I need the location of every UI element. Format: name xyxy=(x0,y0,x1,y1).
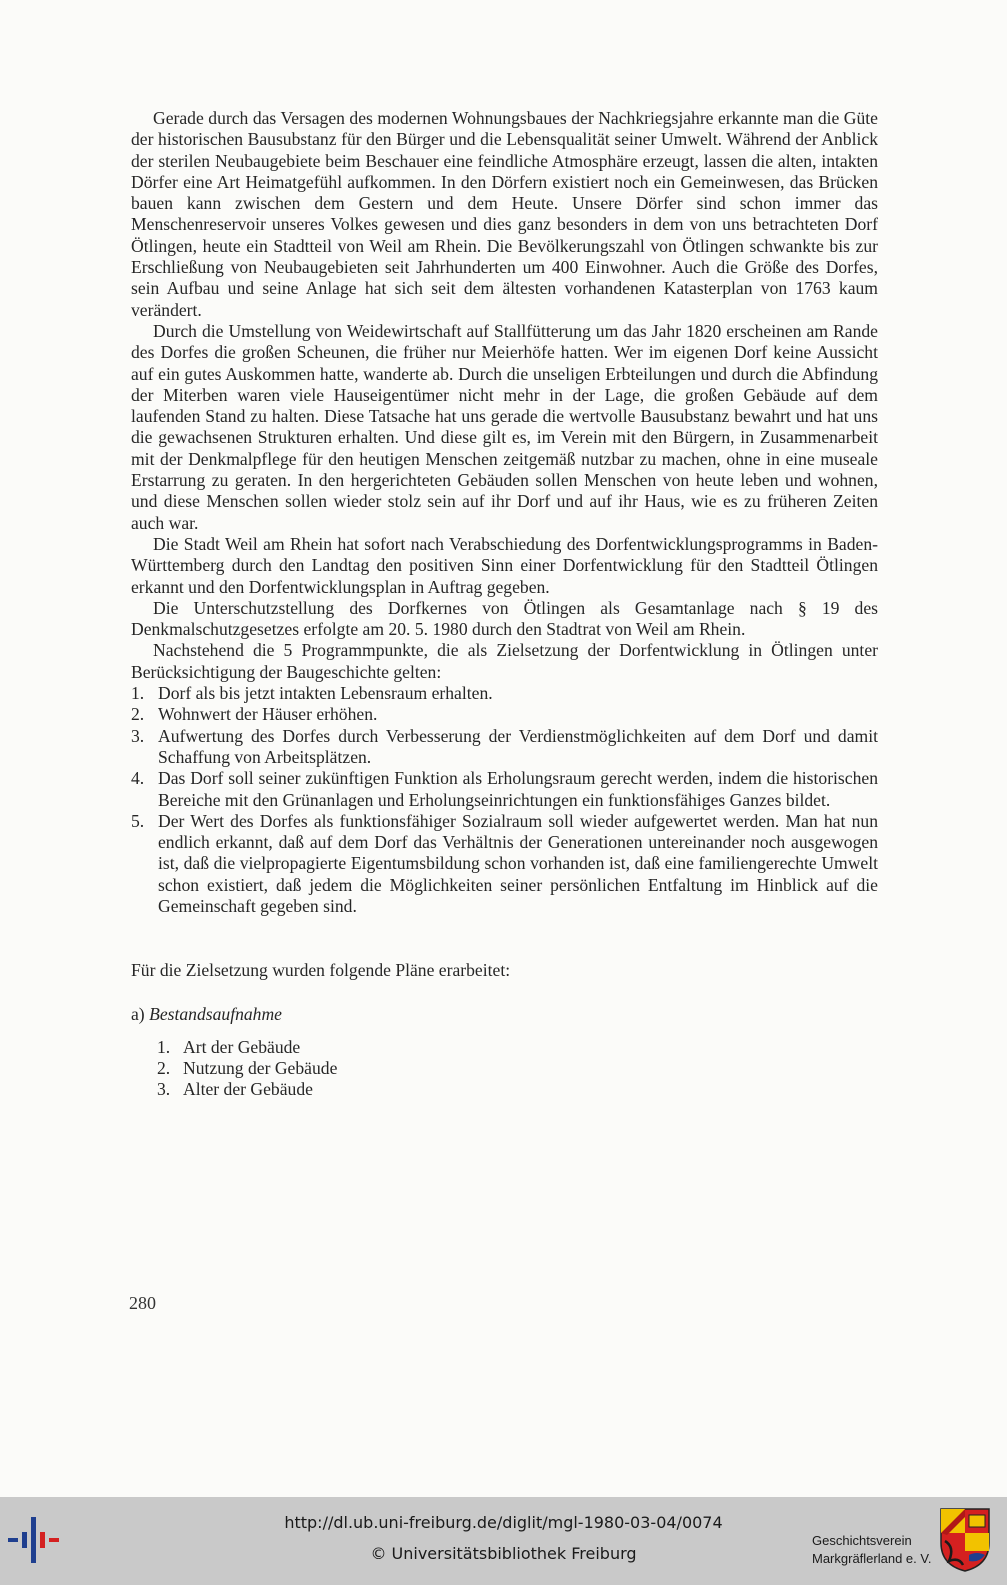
list-item-text: Dorf als bis jetzt intakten Lebensraum erhalten. xyxy=(158,683,493,704)
list-item-number: 2. xyxy=(157,1058,171,1079)
list-item-number: 3. xyxy=(131,725,145,746)
paragraph: Die Unterschutzstellung des Dorfkernes von Ötlingen als Gesamtanlage nach § 19 des Denkmalschutzgesetzes erfolgte am 20. 5. 1980 durch den Stadtrat von Weil am Rhein. xyxy=(131,597,878,640)
list-item-text: Nutzung der Gebäude xyxy=(183,1058,338,1079)
plan-a-list xyxy=(131,1037,878,1101)
list-item xyxy=(157,1058,878,1079)
list-item xyxy=(131,811,878,917)
list-item-number: 4. xyxy=(131,768,145,789)
list-item-number: 2. xyxy=(131,704,145,725)
viewer-footer xyxy=(0,1497,1007,1585)
list-item-text: Alter der Gebäude xyxy=(183,1079,313,1100)
copyright-notice: © Universitätsbibliothek Freiburg xyxy=(370,1544,637,1563)
body-text xyxy=(131,108,878,1101)
page-number: 280 xyxy=(129,1293,156,1313)
list-item-text: Art der Gebäude xyxy=(183,1036,301,1057)
list-item xyxy=(131,704,878,725)
list-item-number: 1. xyxy=(131,683,145,704)
paragraph: Die Stadt Weil am Rhein hat sofort nach Verabschiedung des Dorfentwicklungsprogramms in Baden-Württemberg durch den Landtag den positiven Sinn einer Dorfentwicklung für den Stadtteil Ötlingen erkannt und den Dorfentwicklungsplan in Auftrag gegeben. xyxy=(131,533,878,597)
list-item xyxy=(157,1037,878,1058)
list-item-text: Aufwertung des Dorfes durch Verbesserung der Verdienstmöglichkeiten auf dem Dorf und damit Schaffung von Arbeitsplätzen. xyxy=(158,725,878,767)
plans-intro: Für die Zielsetzung wurden folgende Pläne erarbeitet: xyxy=(131,960,511,981)
list-item-text: Das Dorf soll seiner zukünftigen Funktion als Erholungsraum gerecht werden, indem die historischen Bereiche mit den Grünanlagen und Erholungseinrichtungen ein funktionsfähiges Ganzes bildet. xyxy=(158,768,878,810)
list-item xyxy=(131,683,878,704)
paragraph: Gerade durch das Versagen des modernen Wohnungsbaues der Nachkriegsjahre erkannte man die Güte der historischen Bausubstanz für den Bürger und die Lebensqualität seiner Umwelt. Während der Anblick der sterilen Neubaugebiete beim Beschauer eine feindliche Atmosphäre erzeugt, lassen die alten, intakten Dörfer eine Art Heimatgefühl aufkommen. In den Dörfern existiert noch ein Gemeinwesen, das Brücken bauen kann zwischen dem Gestern und dem Heute. Unsere Dörfer sind schon immer das Menschenreservoir unseres Volkes gewesen und dies ganz besonders in dem von uns betrachteten Dorf Ötlingen, heute ein Stadtteil von Weil am Rhein. Die Bevölkerungszahl von Ötlingen schwankte bis zur Erschließung von Neubaugebieten seit Jahrhunderten um 400 Einwohner. Auch die Größe des Dorfes, sein Aufbau und seine Anlage hat sich seit dem ältesten vorhandenen Katasterplan von 1763 kaum verändert. xyxy=(131,108,878,320)
plan-a-title: Bestandsaufnahme xyxy=(149,1003,282,1024)
plan-a-label: a) xyxy=(131,1003,145,1024)
list-item xyxy=(157,1079,878,1100)
society-name xyxy=(812,1532,931,1568)
plan-a-heading xyxy=(131,1004,878,1025)
list-item-number: 3. xyxy=(157,1079,171,1100)
society-name-line1: Geschichtsverein xyxy=(812,1533,912,1548)
paragraph: Durch die Umstellung von Weidewirtschaft auf Stallfütterung um das Jahr 1820 erscheinen am Rande des Dorfes die großen Scheunen, die früher nur Meierhöfe hatten. Wer im eigenen Dorf keine Aussicht auf ein gutes Auskommen hatte, wanderte ab. Durch die unseligen Erbteilungen und durch die Abfindung der Miterben waren viele Hauseigentümer nicht mehr in der Lage, die großen Gebäude auf dem laufenden Stand zu halten. Diese Tatsache hat uns gerade die wertvolle Bausubstanz bewahrt und hat uns die gewachsenen Strukturen erhalten. Und diese gilt es, im Verein mit den Bürgern, in Zusammenarbeit mit der Denkmalpflege für den heutigen Menschen zeitgemäß nutzbar zu machen, ohne in eine museale Erstarrung zu geraten. In den hergerichteten Gebäuden sollen Menschen von heute leben und wohnen, und diese Menschen sollen wieder stolz sein auf ihr Dorf und auf ihr Haus, wie es zu früheren Zeiten auch war. xyxy=(131,320,878,533)
list-item xyxy=(131,726,878,769)
coat-of-arms-icon xyxy=(939,1507,991,1573)
list-item-number: 5. xyxy=(131,810,145,831)
list-item xyxy=(131,768,878,811)
list-item-text: Wohnwert der Häuser erhöhen. xyxy=(158,704,378,725)
program-points-list xyxy=(131,683,878,917)
paragraph: Nachstehend die 5 Programmpunkte, die als Zielsetzung der Dorfentwicklung in Ötlingen unter Berücksichtigung der Baugeschichte gelten: xyxy=(131,640,878,682)
list-item-text: Der Wert des Dorfes als funktionsfähiger Sozialraum soll wieder aufgewertet werden. Man hat nun endlich erkannt, daß auf dem Dorf das Verhältnis der Generationen untereinander noch ausgewogen ist, daß die vielpropagierte Eigentumsbildung schon vorhanden ist, daß eine familiengerechte Umwelt schon existiert, daß jedem die Möglichkeiten seiner persönlichen Entfaltung im Hinblick auf die Gemeinschaft gegeben sind. xyxy=(158,810,878,916)
society-name-line2: Markgräflerland e. V. xyxy=(812,1551,932,1566)
permalink-url[interactable]: http://dl.ub.uni-freiburg.de/diglit/mgl-1980-03-04/0074 xyxy=(284,1513,723,1532)
list-item-number: 1. xyxy=(157,1036,171,1057)
